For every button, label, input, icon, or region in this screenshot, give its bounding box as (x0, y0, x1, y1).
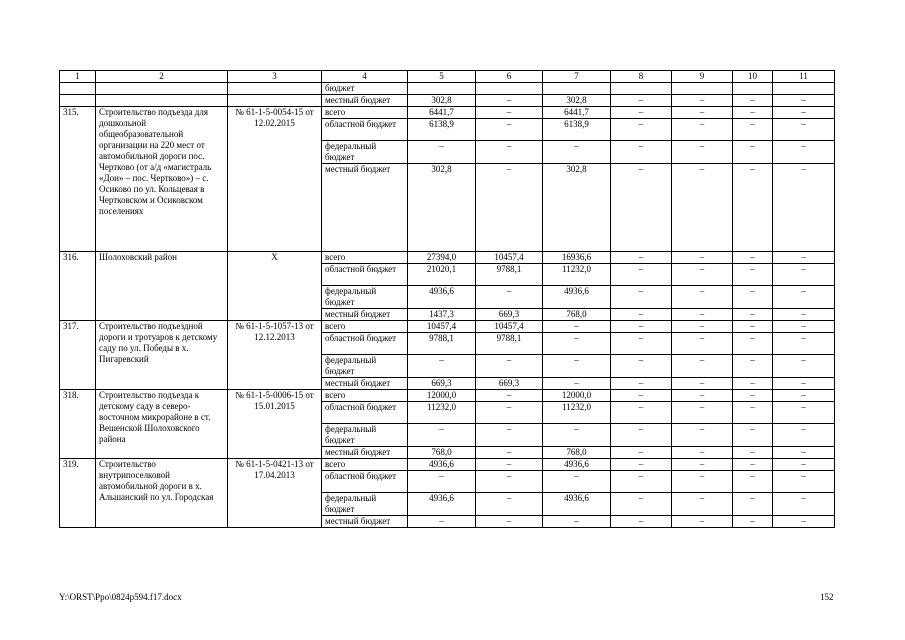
value-cell: – (733, 447, 773, 459)
value-cell: 9788,1 (476, 333, 543, 355)
col-header: 11 (773, 71, 835, 83)
value-cell: 4936,6 (408, 286, 476, 309)
value-cell: – (543, 424, 611, 447)
value-cell: – (733, 309, 773, 321)
funding-source: федеральный бюджет (322, 286, 408, 309)
value-cell (733, 83, 773, 95)
value-cell: – (733, 516, 773, 528)
row-number: 316. (60, 252, 96, 321)
document-number: № 61-1-5-1057-13 от 12.12.2013 (228, 321, 322, 390)
document-number (228, 83, 322, 95)
value-cell: – (672, 264, 733, 286)
funding-source: местный бюджет (322, 309, 408, 321)
value-cell (408, 83, 476, 95)
value-cell: – (476, 355, 543, 378)
value-cell: – (543, 141, 611, 164)
row-number: 319. (60, 459, 96, 528)
funding-source: областной бюджет (322, 119, 408, 141)
value-cell: – (476, 95, 543, 107)
col-header: 1 (60, 71, 96, 83)
value-cell: – (476, 286, 543, 309)
value-cell: – (773, 141, 835, 164)
row-number: 315. (60, 107, 96, 252)
budget-table (59, 70, 835, 528)
value-cell: – (733, 333, 773, 355)
funding-source: федеральный бюджет (322, 493, 408, 516)
funding-source: местный бюджет (322, 164, 408, 252)
value-cell: – (672, 164, 733, 252)
document-number: Х (228, 252, 322, 321)
value-cell: 4936,6 (408, 459, 476, 471)
value-cell: – (733, 402, 773, 424)
value-cell (543, 83, 611, 95)
header-row (60, 71, 835, 83)
value-cell: – (773, 390, 835, 402)
table-row (60, 83, 835, 95)
value-cell (672, 83, 733, 95)
value-cell: – (611, 378, 672, 390)
funding-source: всего (322, 107, 408, 119)
object-name: Строительство подъездной дороги и тротуаров к детскому саду по ул. Победы в х. Пигаревский (96, 321, 228, 390)
value-cell: – (611, 252, 672, 264)
row-number: 318. (60, 390, 96, 459)
value-cell: – (672, 390, 733, 402)
value-cell: 669,3 (408, 378, 476, 390)
value-cell: – (672, 471, 733, 493)
value-cell: 4936,6 (408, 493, 476, 516)
value-cell: – (773, 402, 835, 424)
value-cell: – (733, 493, 773, 516)
value-cell: – (611, 321, 672, 333)
value-cell: – (476, 471, 543, 493)
value-cell: 1437,3 (408, 309, 476, 321)
col-header: 2 (96, 71, 228, 83)
value-cell: 11232,0 (408, 402, 476, 424)
value-cell: – (611, 264, 672, 286)
funding-source: всего (322, 252, 408, 264)
value-cell: – (672, 516, 733, 528)
value-cell: – (611, 333, 672, 355)
value-cell: – (611, 119, 672, 141)
value-cell: – (408, 516, 476, 528)
page-number: 152 (820, 592, 834, 602)
funding-source: местный бюджет (322, 447, 408, 459)
value-cell: – (672, 119, 733, 141)
value-cell: – (611, 95, 672, 107)
value-cell: – (773, 264, 835, 286)
value-cell: – (672, 286, 733, 309)
document-number: № 61-1-5-0006-15 от 15.01.2015 (228, 390, 322, 459)
col-header: 8 (611, 71, 672, 83)
object-name (96, 83, 228, 95)
table-row (60, 252, 835, 264)
value-cell: – (733, 321, 773, 333)
value-cell: – (733, 424, 773, 447)
funding-source: местный бюджет (322, 516, 408, 528)
value-cell: – (408, 141, 476, 164)
value-cell: 12000,0 (543, 390, 611, 402)
funding-source: местный бюджет (322, 378, 408, 390)
value-cell: – (733, 459, 773, 471)
value-cell: 4936,6 (543, 493, 611, 516)
value-cell: – (672, 141, 733, 164)
value-cell: – (773, 378, 835, 390)
value-cell: 6138,9 (408, 119, 476, 141)
value-cell: – (733, 119, 773, 141)
value-cell: – (773, 119, 835, 141)
value-cell: 669,3 (476, 309, 543, 321)
value-cell: – (476, 107, 543, 119)
value-cell: – (773, 424, 835, 447)
value-cell: – (733, 264, 773, 286)
value-cell: – (543, 471, 611, 493)
value-cell: – (733, 95, 773, 107)
value-cell: 768,0 (543, 309, 611, 321)
row-number (60, 95, 96, 107)
funding-source: всего (322, 459, 408, 471)
row-number (60, 83, 96, 95)
value-cell (611, 83, 672, 95)
value-cell: – (672, 459, 733, 471)
value-cell: 9788,1 (408, 333, 476, 355)
funding-source: областной бюджет (322, 471, 408, 493)
value-cell: – (773, 95, 835, 107)
value-cell: – (543, 355, 611, 378)
table-row (60, 321, 835, 333)
value-cell: 10457,4 (408, 321, 476, 333)
table-body (60, 83, 835, 528)
funding-source: федеральный бюджет (322, 141, 408, 164)
row-number: 317. (60, 321, 96, 390)
value-cell: – (672, 493, 733, 516)
document-number: № 61-1-5-0421-13 от 17.04.2013 (228, 459, 322, 528)
funding-source: областной бюджет (322, 402, 408, 424)
value-cell: – (611, 402, 672, 424)
value-cell: 21020,1 (408, 264, 476, 286)
value-cell (476, 83, 543, 95)
funding-source: федеральный бюджет (322, 355, 408, 378)
value-cell: – (773, 493, 835, 516)
col-header: 7 (543, 71, 611, 83)
value-cell: – (611, 141, 672, 164)
value-cell: – (773, 355, 835, 378)
value-cell: – (476, 390, 543, 402)
value-cell: – (773, 516, 835, 528)
value-cell: – (611, 447, 672, 459)
col-header: 10 (733, 71, 773, 83)
table-row (60, 459, 835, 471)
object-name: Строительство подъезда к детскому саду в северо-восточном микрорайоне в ст. Вешенской Шолоховского района (96, 390, 228, 459)
col-header: 4 (322, 71, 408, 83)
table-row (60, 107, 835, 119)
value-cell: 11232,0 (543, 264, 611, 286)
value-cell: – (611, 493, 672, 516)
value-cell: 27394,0 (408, 252, 476, 264)
value-cell: – (733, 471, 773, 493)
col-header: 3 (228, 71, 322, 83)
value-cell: – (611, 424, 672, 447)
value-cell: – (408, 471, 476, 493)
value-cell: – (543, 378, 611, 390)
value-cell: – (672, 309, 733, 321)
value-cell: – (733, 390, 773, 402)
value-cell: 6441,7 (408, 107, 476, 119)
value-cell: – (773, 164, 835, 252)
value-cell: – (611, 286, 672, 309)
table-row (60, 390, 835, 402)
value-cell: – (611, 516, 672, 528)
value-cell: – (672, 321, 733, 333)
value-cell: 302,8 (543, 164, 611, 252)
value-cell: 6138,9 (543, 119, 611, 141)
value-cell: – (773, 333, 835, 355)
value-cell: 10457,4 (476, 321, 543, 333)
value-cell: 302,8 (543, 95, 611, 107)
object-name (96, 95, 228, 107)
value-cell: – (672, 107, 733, 119)
value-cell: – (611, 459, 672, 471)
table-row (60, 95, 835, 107)
value-cell: – (773, 471, 835, 493)
value-cell: – (408, 424, 476, 447)
value-cell: – (773, 252, 835, 264)
funding-source: всего (322, 321, 408, 333)
value-cell: 16936,6 (543, 252, 611, 264)
value-cell: – (733, 355, 773, 378)
document-number: № 61-1-5-0054-15 от 12.02.2015 (228, 107, 322, 252)
value-cell: – (611, 471, 672, 493)
value-cell: – (672, 252, 733, 264)
value-cell: 11232,0 (543, 402, 611, 424)
funding-source: областной бюджет (322, 333, 408, 355)
value-cell: – (476, 424, 543, 447)
value-cell: 768,0 (543, 447, 611, 459)
value-cell: – (733, 107, 773, 119)
value-cell (773, 83, 835, 95)
value-cell: – (773, 459, 835, 471)
value-cell: – (672, 355, 733, 378)
value-cell: – (672, 378, 733, 390)
value-cell: – (773, 309, 835, 321)
value-cell: 12000,0 (408, 390, 476, 402)
value-cell: – (672, 333, 733, 355)
value-cell: – (476, 493, 543, 516)
value-cell: – (476, 402, 543, 424)
object-name: Шолоховский район (96, 252, 228, 321)
funding-source: бюджет (322, 83, 408, 95)
funding-source: всего (322, 390, 408, 402)
object-name: Строительство внутрипоселковой автомобильной дороги в х. Альшанский по ул. Городская (96, 459, 228, 528)
value-cell: 4936,6 (543, 459, 611, 471)
value-cell: 10457,4 (476, 252, 543, 264)
funding-source: областной бюджет (322, 264, 408, 286)
funding-source: федеральный бюджет (322, 424, 408, 447)
value-cell: – (476, 164, 543, 252)
value-cell: 9788,1 (476, 264, 543, 286)
value-cell: 6441,7 (543, 107, 611, 119)
value-cell: – (773, 107, 835, 119)
value-cell: – (773, 447, 835, 459)
value-cell: – (733, 286, 773, 309)
document-number (228, 95, 322, 107)
value-cell: – (672, 424, 733, 447)
col-header: 6 (476, 71, 543, 83)
object-name: Строительство подъезда для дошкольной общеобразовательной организации на 220 мест от автомобильной дороги пос. Чертково (от а/д «магистраль «Дон» – пос. Чертково») – с. Осиково по ул. Кольцевая в Чертковском и Осиковском поселениях (96, 107, 228, 252)
value-cell: – (476, 447, 543, 459)
value-cell: 302,8 (408, 164, 476, 252)
value-cell: 302,8 (408, 95, 476, 107)
value-cell: – (611, 107, 672, 119)
value-cell: – (773, 286, 835, 309)
value-cell: – (733, 378, 773, 390)
value-cell: – (476, 459, 543, 471)
value-cell: – (733, 141, 773, 164)
value-cell: – (611, 309, 672, 321)
funding-source: местный бюджет (322, 95, 408, 107)
value-cell: 669,3 (476, 378, 543, 390)
value-cell: – (543, 516, 611, 528)
value-cell: – (476, 141, 543, 164)
value-cell: – (733, 164, 773, 252)
value-cell: – (476, 119, 543, 141)
col-header: 5 (408, 71, 476, 83)
value-cell: 768,0 (408, 447, 476, 459)
value-cell: – (611, 355, 672, 378)
col-header: 9 (672, 71, 733, 83)
value-cell: 4936,6 (543, 286, 611, 309)
value-cell: – (672, 447, 733, 459)
value-cell: – (611, 164, 672, 252)
value-cell: – (408, 355, 476, 378)
file-path: Y:\ORST\Ppo\0824p594.f17.docx (59, 592, 182, 602)
value-cell: – (611, 390, 672, 402)
value-cell: – (672, 95, 733, 107)
value-cell: – (672, 402, 733, 424)
value-cell: – (543, 321, 611, 333)
value-cell: – (773, 321, 835, 333)
value-cell: – (543, 333, 611, 355)
value-cell: – (733, 252, 773, 264)
value-cell: – (476, 516, 543, 528)
